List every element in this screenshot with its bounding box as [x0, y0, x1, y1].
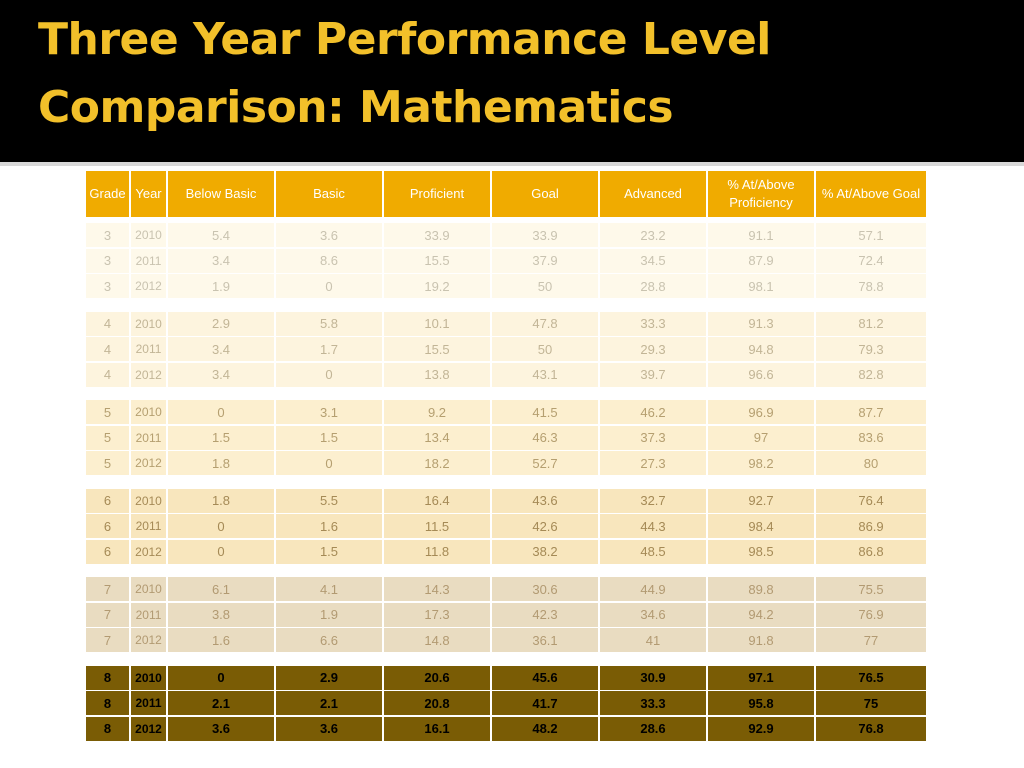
table-cell: 5: [86, 426, 131, 450]
table-cell: 83.6: [816, 426, 926, 450]
table-cell: 2011: [131, 249, 168, 273]
table-cell: 9.2: [384, 400, 492, 424]
table-cell: 91.3: [708, 312, 816, 336]
group-spacer: [86, 565, 926, 577]
table-cell: 2011: [131, 514, 168, 538]
table-row: [86, 363, 926, 387]
table-cell: 91.8: [708, 628, 816, 652]
column-header: Grade: [86, 171, 131, 217]
table-cell: 5: [86, 451, 131, 475]
table-cell: 8: [86, 666, 131, 690]
table-cell: 57.1: [816, 223, 926, 247]
group-spacer: [86, 388, 926, 400]
table-cell: 2011: [131, 337, 168, 361]
group-spacer: [86, 477, 926, 489]
table-cell: 3.4: [168, 337, 276, 361]
column-header: Basic: [276, 171, 384, 217]
table-cell: 75.5: [816, 577, 926, 601]
table-cell: 75: [816, 691, 926, 715]
table-cell: 2012: [131, 274, 168, 298]
table-cell: 5: [86, 400, 131, 424]
table-cell: 77: [816, 628, 926, 652]
table-cell: 0: [168, 400, 276, 424]
table-cell: 27.3: [600, 451, 708, 475]
table-row: [86, 400, 926, 424]
table-cell: 14.3: [384, 577, 492, 601]
table-cell: 2011: [131, 426, 168, 450]
performance-table: [86, 171, 926, 742]
table-cell: 89.8: [708, 577, 816, 601]
table-cell: 8: [86, 717, 131, 741]
table-cell: 97: [708, 426, 816, 450]
table-cell: 98.5: [708, 540, 816, 564]
table-cell: 87.7: [816, 400, 926, 424]
table-cell: 95.8: [708, 691, 816, 715]
table-cell: 1.8: [168, 451, 276, 475]
table-row: [86, 717, 926, 741]
table-cell: 86.8: [816, 540, 926, 564]
table-row: [86, 540, 926, 564]
table-cell: 32.7: [600, 489, 708, 513]
table-cell: 3.8: [168, 603, 276, 627]
table-cell: 7: [86, 603, 131, 627]
table-cell: 6: [86, 514, 131, 538]
table-cell: 13.4: [384, 426, 492, 450]
table-cell: 41.7: [492, 691, 600, 715]
table-row: [86, 274, 926, 298]
table-cell: 18.2: [384, 451, 492, 475]
table-cell: 3.4: [168, 363, 276, 387]
table-cell: 36.1: [492, 628, 600, 652]
table-header-row: [86, 171, 926, 217]
table-row: [86, 489, 926, 513]
table-cell: 76.8: [816, 717, 926, 741]
table-cell: 2010: [131, 312, 168, 336]
table-cell: 1.9: [168, 274, 276, 298]
column-header: Advanced: [600, 171, 708, 217]
group-spacer: [86, 300, 926, 312]
table-cell: 41: [600, 628, 708, 652]
table-cell: 5.5: [276, 489, 384, 513]
table-cell: 15.5: [384, 337, 492, 361]
table-cell: 33.9: [384, 223, 492, 247]
table-cell: 1.5: [276, 426, 384, 450]
table-cell: 33.3: [600, 312, 708, 336]
table-cell: 0: [276, 363, 384, 387]
table-cell: 79.3: [816, 337, 926, 361]
table-cell: 43.1: [492, 363, 600, 387]
table-cell: 3: [86, 274, 131, 298]
table-cell: 10.1: [384, 312, 492, 336]
table-cell: 3.1: [276, 400, 384, 424]
table-cell: 34.5: [600, 249, 708, 273]
table-cell: 3: [86, 223, 131, 247]
table-cell: 29.3: [600, 337, 708, 361]
table-cell: 87.9: [708, 249, 816, 273]
table-cell: 33.3: [600, 691, 708, 715]
table-cell: 78.8: [816, 274, 926, 298]
column-header: % At/Above Proficiency: [708, 171, 816, 217]
table-row: [86, 451, 926, 475]
table-cell: 5.8: [276, 312, 384, 336]
table-row: [86, 603, 926, 627]
table-cell: 6.1: [168, 577, 276, 601]
table-cell: 3: [86, 249, 131, 273]
table-cell: 6.6: [276, 628, 384, 652]
table-cell: 1.5: [276, 540, 384, 564]
table-cell: 1.6: [168, 628, 276, 652]
table-cell: 30.9: [600, 666, 708, 690]
table-cell: 0: [168, 514, 276, 538]
slide-content: [0, 166, 1024, 768]
table-cell: 28.8: [600, 274, 708, 298]
table-cell: 42.3: [492, 603, 600, 627]
table-cell: 2010: [131, 666, 168, 690]
table-cell: 94.8: [708, 337, 816, 361]
table-cell: 2.9: [276, 666, 384, 690]
table-cell: 96.6: [708, 363, 816, 387]
table-cell: 4.1: [276, 577, 384, 601]
table-cell: 33.9: [492, 223, 600, 247]
table-cell: 0: [168, 666, 276, 690]
table-cell: 2.9: [168, 312, 276, 336]
table-cell: 28.6: [600, 717, 708, 741]
table-cell: 1.5: [168, 426, 276, 450]
table-cell: 16.1: [384, 717, 492, 741]
table-cell: 46.2: [600, 400, 708, 424]
table-cell: 37.9: [492, 249, 600, 273]
table-cell: 43.6: [492, 489, 600, 513]
table-cell: 96.9: [708, 400, 816, 424]
table-cell: 50: [492, 337, 600, 361]
table-cell: 47.8: [492, 312, 600, 336]
table-cell: 92.9: [708, 717, 816, 741]
column-header: Proficient: [384, 171, 492, 217]
table-cell: 4: [86, 337, 131, 361]
table-cell: 1.6: [276, 514, 384, 538]
table-cell: 6: [86, 489, 131, 513]
table-cell: 20.8: [384, 691, 492, 715]
table-cell: 15.5: [384, 249, 492, 273]
table-cell: 7: [86, 577, 131, 601]
table-row: [86, 577, 926, 601]
table-cell: 2010: [131, 577, 168, 601]
table-cell: 37.3: [600, 426, 708, 450]
table-cell: 3.6: [168, 717, 276, 741]
slide-title-line-2: Comparison: Mathematics: [38, 82, 674, 133]
table-row: [86, 691, 926, 715]
table-cell: 44.3: [600, 514, 708, 538]
column-header: Below Basic: [168, 171, 276, 217]
table-cell: 3.4: [168, 249, 276, 273]
table-cell: 86.9: [816, 514, 926, 538]
table-row: [86, 666, 926, 690]
table-cell: 2010: [131, 223, 168, 247]
table-cell: 2012: [131, 717, 168, 741]
table-cell: 46.3: [492, 426, 600, 450]
table-cell: 0: [276, 274, 384, 298]
table-cell: 98.4: [708, 514, 816, 538]
table-cell: 2010: [131, 400, 168, 424]
table-cell: 2012: [131, 628, 168, 652]
table-cell: 34.6: [600, 603, 708, 627]
table-row: [86, 337, 926, 361]
table-cell: 72.4: [816, 249, 926, 273]
table-cell: 11.5: [384, 514, 492, 538]
table-cell: 4: [86, 312, 131, 336]
slide-title-line-1: Three Year Performance Level: [38, 14, 771, 65]
table-cell: 2010: [131, 489, 168, 513]
table-row: [86, 249, 926, 273]
table-cell: 44.9: [600, 577, 708, 601]
table-cell: 19.2: [384, 274, 492, 298]
table-cell: 98.2: [708, 451, 816, 475]
table-cell: 1.7: [276, 337, 384, 361]
table-cell: 92.7: [708, 489, 816, 513]
table-cell: 76.5: [816, 666, 926, 690]
table-cell: 1.9: [276, 603, 384, 627]
table-cell: 8: [86, 691, 131, 715]
table-cell: 14.8: [384, 628, 492, 652]
table-cell: 7: [86, 628, 131, 652]
table-cell: 2012: [131, 540, 168, 564]
table-cell: 76.4: [816, 489, 926, 513]
table-cell: 50: [492, 274, 600, 298]
table-cell: 3.6: [276, 223, 384, 247]
title-bar: [0, 0, 1024, 160]
table-cell: 17.3: [384, 603, 492, 627]
table-cell: 81.2: [816, 312, 926, 336]
table-cell: 11.8: [384, 540, 492, 564]
table-cell: 3.6: [276, 717, 384, 741]
table-cell: 98.1: [708, 274, 816, 298]
table-cell: 5.4: [168, 223, 276, 247]
table-cell: 41.5: [492, 400, 600, 424]
table-cell: 0: [168, 540, 276, 564]
table-cell: 30.6: [492, 577, 600, 601]
table-cell: 42.6: [492, 514, 600, 538]
table-cell: 97.1: [708, 666, 816, 690]
table-row: [86, 426, 926, 450]
table-cell: 48.2: [492, 717, 600, 741]
table-cell: 2.1: [168, 691, 276, 715]
table-cell: 8.6: [276, 249, 384, 273]
column-header: % At/Above Goal: [816, 171, 926, 217]
table-cell: 4: [86, 363, 131, 387]
column-header: Year: [131, 171, 168, 217]
table-cell: 13.8: [384, 363, 492, 387]
table-cell: 16.4: [384, 489, 492, 513]
table-cell: 82.8: [816, 363, 926, 387]
table-cell: 2012: [131, 451, 168, 475]
group-spacer: [86, 654, 926, 666]
table-cell: 76.9: [816, 603, 926, 627]
table-cell: 2.1: [276, 691, 384, 715]
column-header: Goal: [492, 171, 600, 217]
table-cell: 20.6: [384, 666, 492, 690]
table-row: [86, 628, 926, 652]
slide-title: [38, 6, 771, 142]
table-cell: 94.2: [708, 603, 816, 627]
table-cell: 48.5: [600, 540, 708, 564]
table-cell: 6: [86, 540, 131, 564]
table-cell: 1.8: [168, 489, 276, 513]
table-cell: 52.7: [492, 451, 600, 475]
table-cell: 91.1: [708, 223, 816, 247]
table-cell: 2011: [131, 603, 168, 627]
table-row: [86, 312, 926, 336]
table-cell: 2011: [131, 691, 168, 715]
table-cell: 39.7: [600, 363, 708, 387]
table-cell: 0: [276, 451, 384, 475]
table-cell: 23.2: [600, 223, 708, 247]
table-row: [86, 514, 926, 538]
table-cell: 80: [816, 451, 926, 475]
table-cell: 38.2: [492, 540, 600, 564]
table-cell: 2012: [131, 363, 168, 387]
table-cell: 45.6: [492, 666, 600, 690]
table-row: [86, 223, 926, 247]
